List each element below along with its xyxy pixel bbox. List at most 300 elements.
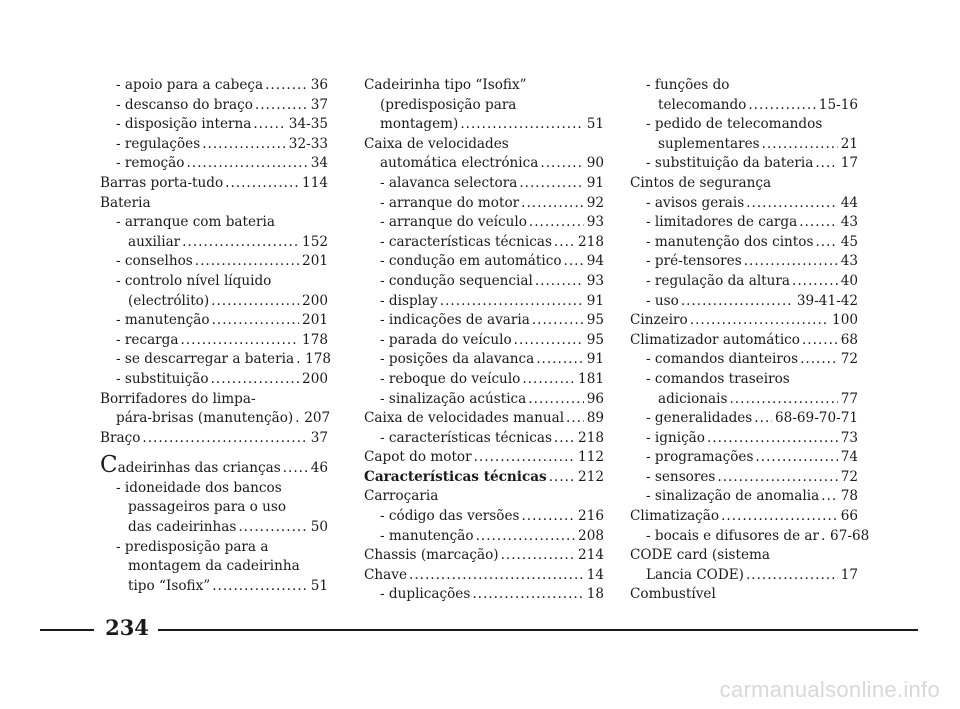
index-entry (630, 154, 858, 174)
entry-page: 91 (586, 351, 604, 368)
entry-label: Caixa de velocidades manual (364, 410, 565, 427)
entry-label: - sensores (646, 468, 716, 485)
entry-page: 93 (586, 272, 604, 289)
index-entry (100, 350, 332, 370)
entry-text (646, 115, 822, 135)
entry-label: - arranque do motor (380, 194, 520, 211)
entry-text (380, 292, 438, 312)
entry-text (116, 76, 263, 96)
index-entry (364, 292, 604, 312)
entry-text (364, 468, 547, 488)
entry-text (128, 233, 180, 253)
dot-leader (821, 487, 837, 507)
entry-label: tipo “Isofix” (128, 577, 211, 594)
entry-page: 21 (840, 135, 858, 152)
entry-text (116, 479, 282, 499)
index-entry (100, 272, 328, 292)
dot-leader (754, 409, 772, 429)
entry-text (380, 233, 552, 253)
entry-page: 200 (302, 370, 328, 387)
entry-label: Combustível (630, 586, 716, 603)
entry-text (100, 452, 281, 479)
entry-label: Chassis (marcação) (364, 547, 499, 564)
entry-label: - uso (646, 292, 679, 309)
entry-page: 32-33 (288, 135, 328, 152)
dot-leader (681, 292, 794, 312)
dot-leader (536, 350, 583, 370)
entry-text (646, 487, 819, 507)
index-entry (100, 76, 328, 96)
dot-leader (253, 115, 285, 135)
entry-page: 72 (840, 351, 858, 368)
index-entry (364, 429, 604, 449)
index-column-3 (630, 76, 870, 605)
entry-text (100, 174, 223, 194)
entry-text (364, 409, 564, 429)
dot-leader (815, 154, 837, 174)
dot-leader (521, 507, 575, 527)
entry-label: Climatização (630, 508, 720, 525)
index-entry (630, 527, 870, 547)
entry-page: 17 (840, 155, 858, 172)
index-entry (364, 566, 604, 586)
entry-page: 112 (578, 449, 604, 466)
entry-label: - substituição (116, 370, 209, 387)
index-entry (630, 115, 858, 135)
entry-text (630, 174, 771, 194)
entry-text (646, 527, 819, 547)
index-entry (630, 350, 858, 370)
entry-label: - indicações de avaria (380, 312, 530, 329)
entry-page: 200 (302, 292, 328, 309)
entry-page: 44 (840, 194, 858, 211)
entry-label: Cinzeiro (630, 312, 688, 329)
entry-page: 36 (310, 77, 328, 93)
entry-label: Caixa de velocidades (364, 135, 509, 152)
entry-text (646, 429, 705, 449)
dot-leader (729, 390, 837, 410)
entry-text (116, 213, 275, 233)
entry-text (630, 507, 719, 527)
index-entry (100, 311, 328, 331)
entry-text (380, 507, 519, 527)
entry-label: - comandos traseiros (646, 370, 790, 387)
entry-text (116, 538, 268, 558)
entry-page: 74 (840, 449, 858, 466)
dot-leader (501, 546, 575, 566)
section-initial: C (100, 452, 118, 479)
entry-text (380, 96, 516, 116)
index-entry (100, 498, 328, 518)
entry-label: - código das versões (380, 508, 520, 525)
dot-leader (519, 174, 583, 194)
entry-label: - descanso do braço (116, 96, 253, 113)
entry-label: montagem da cadeirinha (128, 558, 300, 575)
index-entry (630, 96, 858, 116)
entry-label: - recarga (116, 331, 179, 348)
entry-label: - características técnicas (380, 429, 552, 446)
entry-label: - bocais e difusores de ar (646, 527, 820, 544)
entry-label: - parada do veículo (380, 331, 512, 348)
entry-label: - funções do (646, 77, 730, 93)
entry-page: 95 (586, 312, 604, 329)
dot-leader (748, 96, 815, 116)
dot-leader (755, 448, 837, 468)
index-entry (364, 527, 604, 547)
dot-leader (566, 409, 584, 429)
entry-text (364, 546, 499, 566)
entry-page: 40 (840, 272, 858, 289)
entry-text (116, 409, 293, 429)
index-entry (364, 194, 604, 214)
entry-label: - apoio para a cabeça (116, 77, 264, 93)
index-entry (364, 350, 604, 370)
entry-page: 100 (832, 312, 858, 329)
index-entry (100, 409, 331, 429)
entry-text (646, 292, 679, 312)
dot-leader (792, 272, 838, 292)
entry-text (116, 331, 178, 351)
entry-label: Barras porta-tudo (100, 174, 224, 191)
entry-text (630, 311, 688, 331)
entry-label: - ignição (646, 429, 705, 446)
entry-text (646, 252, 742, 272)
entry-label: - pré-tensores (646, 253, 742, 270)
index-entry (630, 233, 858, 253)
entry-text (658, 390, 727, 410)
dot-leader (211, 370, 299, 390)
entry-label: das cadeirinhas (128, 519, 237, 536)
entry-text (630, 546, 770, 566)
entry-text (630, 585, 716, 605)
entry-page: 178 (302, 331, 328, 348)
entry-text (380, 350, 534, 370)
dot-leader (186, 154, 307, 174)
entry-text (364, 135, 509, 155)
entry-page: 89 (586, 410, 604, 427)
entry-label: - avisos gerais (646, 194, 745, 211)
entry-label: Braço (100, 429, 141, 446)
entry-text (364, 566, 407, 586)
dot-leader (535, 272, 584, 292)
entry-page: 178 (305, 351, 332, 368)
entry-label: - alavanca selectora (380, 174, 518, 191)
entry-text (116, 370, 209, 390)
entry-text (380, 272, 533, 292)
entry-text (380, 331, 512, 351)
dot-leader (211, 292, 299, 312)
entry-label: - regulações (116, 135, 201, 152)
page-footer (40, 615, 918, 640)
entry-page: 37 (310, 96, 328, 113)
entry-page: 212 (578, 468, 604, 485)
entry-page: 50 (310, 519, 328, 536)
index-entry (364, 311, 604, 331)
entry-text (116, 115, 251, 135)
entry-label: - manutenção (380, 527, 474, 544)
footer-rule-left (40, 629, 94, 631)
entry-page: 208 (578, 527, 604, 544)
entry-label: - conselhos (116, 253, 193, 270)
index-entry (364, 154, 604, 174)
index-column-1 (100, 76, 332, 596)
entry-text (380, 429, 552, 449)
entry-page: 51 (586, 116, 604, 133)
entry-page: 17 (840, 566, 858, 583)
entry-page: 78 (840, 488, 858, 505)
entry-text (100, 194, 151, 214)
index-entry (100, 194, 328, 214)
entry-text (116, 96, 253, 116)
index-entry (630, 213, 858, 233)
index-entry (364, 507, 604, 527)
dot-leader (476, 527, 575, 547)
entry-text (116, 350, 294, 370)
entry-text (116, 252, 193, 272)
entry-label: montagem) (380, 116, 459, 133)
entry-text (380, 154, 538, 174)
entry-label: CODE card (sistema (630, 547, 771, 564)
entry-page: 181 (578, 370, 604, 387)
entry-page: 18 (586, 586, 604, 603)
entry-label: - sinalização de anomalia (646, 488, 820, 505)
entry-label: - sinalização acústica (380, 390, 527, 407)
index-entry (100, 577, 328, 597)
dot-leader (554, 429, 575, 449)
dot-leader (283, 459, 308, 479)
index-entry (100, 135, 328, 155)
entry-label: telecomando (658, 96, 747, 113)
entry-label: suplementares (658, 135, 760, 152)
entry-page: 73 (840, 429, 858, 446)
entry-page: 207 (304, 410, 331, 427)
entry-label: - condução em automático (380, 253, 562, 270)
index-entry (100, 390, 328, 410)
entry-text (646, 194, 744, 214)
entry-page: 218 (578, 429, 604, 446)
index-entry (100, 538, 328, 558)
entry-page: 96 (586, 390, 604, 407)
page-number: 234 (105, 615, 149, 640)
dot-leader (255, 96, 308, 116)
index-entry (364, 174, 604, 194)
entry-label: - display (380, 292, 438, 309)
entry-text (646, 566, 744, 586)
entry-text (128, 577, 210, 597)
dot-leader (212, 311, 299, 331)
dot-leader (762, 135, 838, 155)
entry-page: 43 (840, 214, 858, 231)
dot-leader (238, 518, 307, 538)
index-entry (364, 409, 604, 429)
index-entry (630, 566, 858, 586)
dot-leader (521, 194, 584, 214)
entry-page: 91 (586, 292, 604, 309)
entry-label: auxiliar (128, 233, 181, 250)
entry-text (380, 194, 519, 214)
dot-leader (717, 468, 837, 488)
index-entry (630, 292, 858, 312)
index-column-2 (364, 76, 604, 605)
index-entry (630, 370, 858, 390)
dot-leader (409, 566, 584, 586)
index-entry (630, 448, 858, 468)
entry-text (380, 213, 527, 233)
index-entry (364, 272, 604, 292)
index-entry (100, 429, 328, 449)
entry-text (128, 292, 209, 312)
dot-leader (225, 174, 299, 194)
entry-text (646, 409, 752, 429)
dot-leader (799, 213, 837, 233)
dot-leader (532, 311, 584, 331)
entry-page: 90 (586, 155, 604, 172)
dot-leader (142, 429, 307, 449)
entry-label: - arranque com bateria (116, 214, 275, 231)
dot-leader (528, 390, 583, 410)
entry-page: 15-16 (818, 96, 858, 113)
entry-label: Lancia CODE) (646, 566, 744, 583)
entry-label: - controlo nível líquido (116, 272, 272, 289)
dot-leader (202, 135, 286, 155)
index-entry (100, 370, 328, 390)
entry-text (658, 135, 760, 155)
index-entry (364, 96, 604, 116)
entry-page: 91 (586, 174, 604, 191)
watermark-text: carmanualsonline.info (719, 677, 940, 702)
entry-text (380, 252, 562, 272)
index-entry (630, 409, 858, 429)
entry-label: Capot do motor (364, 449, 472, 466)
index-entry (630, 331, 858, 351)
dot-leader (440, 292, 584, 312)
entry-label: - se descarregar a bateria (116, 351, 295, 368)
dot-leader (690, 311, 829, 331)
entry-page: 37 (310, 429, 328, 446)
entry-label: - posições da alavanca (380, 351, 535, 368)
entry-label: - remoção (116, 155, 185, 172)
dot-leader (549, 468, 575, 488)
entry-label: (electrólito) (128, 292, 210, 309)
index-entry (630, 76, 858, 96)
index-entry (630, 487, 858, 507)
entry-text (128, 498, 286, 518)
index-entry (100, 115, 328, 135)
index-entry (630, 468, 858, 488)
entry-page: 66 (840, 508, 858, 525)
entry-text (364, 487, 438, 507)
index-entry (100, 292, 328, 312)
entry-label: passageiros para o uso (128, 499, 287, 516)
entry-label: - predisposição para a (116, 538, 269, 555)
entry-text (128, 557, 300, 577)
entry-text (658, 96, 746, 116)
dot-leader (472, 585, 583, 605)
index-entry (630, 546, 858, 566)
entry-label: Carroçaria (364, 488, 439, 505)
dot-leader (514, 331, 584, 351)
entry-text (100, 390, 256, 410)
entry-label: - manutenção (116, 312, 210, 329)
entry-page: 43 (840, 253, 858, 270)
entry-page: 201 (302, 312, 328, 329)
entry-page: 72 (840, 468, 858, 485)
dot-leader (802, 331, 838, 351)
index-entry (100, 233, 328, 253)
entry-label: - generalidades (646, 410, 753, 427)
entry-label: - reboque do veículo (380, 370, 521, 387)
index-entry (364, 115, 604, 135)
index-entry (364, 487, 604, 507)
dot-leader (744, 252, 838, 272)
entry-page: 94 (586, 253, 604, 270)
index-entry (364, 585, 604, 605)
index-entry (364, 370, 604, 390)
entry-page: 214 (578, 547, 604, 564)
dot-leader (474, 448, 575, 468)
entry-page: 14 (586, 566, 604, 583)
entry-label: - comandos dianteiros (646, 351, 799, 368)
entry-page: 46 (310, 460, 328, 477)
index-entry (100, 174, 328, 194)
dot-leader (707, 429, 838, 449)
entry-text (116, 154, 184, 174)
entry-text (380, 115, 458, 135)
index-entry (630, 135, 858, 155)
entry-label: - características técnicas (380, 233, 552, 250)
index-entry (630, 390, 858, 410)
entry-page: 51 (310, 577, 328, 594)
entry-label: - condução sequencial (380, 272, 533, 289)
dot-leader (180, 331, 299, 351)
entry-page: 67-68 (830, 527, 870, 544)
entry-label: Chave (364, 566, 407, 583)
entry-page: 39-41-42 (796, 292, 858, 309)
dot-leader (821, 527, 827, 547)
entry-text (380, 585, 470, 605)
entry-label: Cintos de segurança (630, 174, 772, 191)
entry-label: - limitadores de carga (646, 214, 798, 231)
entry-text (646, 468, 715, 488)
entry-label: Características técnicas (364, 468, 547, 485)
index-entry (364, 468, 604, 488)
index-entry (100, 518, 328, 538)
dot-leader (522, 370, 575, 390)
index-entry (364, 213, 604, 233)
entry-text (646, 76, 729, 96)
entry-page: 92 (586, 194, 604, 211)
index-entry (630, 429, 858, 449)
index-entry (100, 557, 328, 577)
dot-leader (815, 233, 837, 253)
index-entry (100, 213, 328, 233)
entry-text (380, 174, 517, 194)
entry-label: - duplicações (380, 586, 471, 603)
dot-leader (265, 76, 308, 96)
entry-page: 114 (302, 174, 328, 191)
entry-text (646, 350, 798, 370)
entry-label: - disposição interna (116, 116, 252, 133)
entry-page: 45 (840, 233, 858, 250)
index-entry (100, 331, 328, 351)
dot-leader (529, 213, 584, 233)
index-entry (364, 252, 604, 272)
entry-label: Borrifadores do limpa- (100, 390, 256, 407)
entry-text (646, 370, 790, 390)
index-entry (630, 194, 858, 214)
entry-text (116, 272, 271, 292)
entry-text (364, 448, 472, 468)
